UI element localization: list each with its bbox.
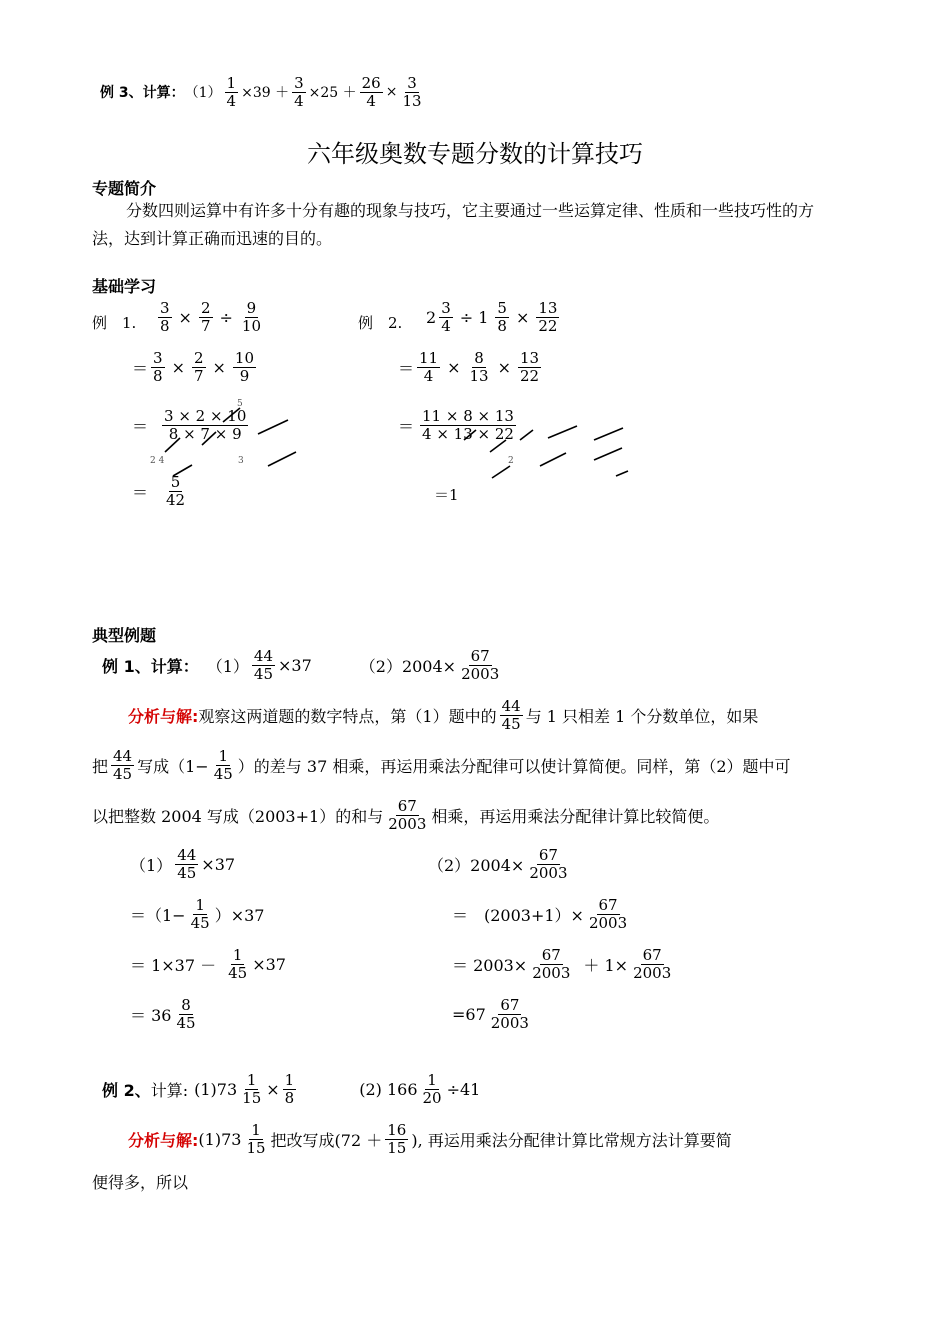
basic-ex1-line2: ＝ $\frac{3}{8}$ × $\frac{2}{7}$ × $\frac{10}{9}$ <box>132 349 255 385</box>
basic-ex2-line3: ＝ $\frac{11 \times 8 \times 13}{4 \times 13 \times 22}$ <box>398 407 514 443</box>
solution-2-step2: ＝ (2003+1）× $\frac{67}{2003}$ <box>452 896 628 932</box>
typical-ex2-analysis-line1: 分析与解: (1)73 $\frac{1}{15}$ 把改写成(72 ＋ $\frac{16}{15}$ ), 再运用乘法分配律计算比常规方法计算要简 <box>128 1121 732 1157</box>
analysis-label: 分析与解: <box>128 1130 199 1150</box>
cancel-note: 2 <box>508 456 514 466</box>
typical-ex2-analysis-line2: 便得多，所以 <box>92 1173 189 1192</box>
basic-ex2-label: 例 2. <box>358 314 403 332</box>
solution-1-step2: ＝（1− $\frac{1}{45}$ ）×37 <box>130 896 265 932</box>
basic-ex2-line1: 2 $\frac{3}{4}$ ÷ 1 $\frac{5}{8}$ × $\frac{13}{22}$ <box>426 299 558 335</box>
typical-ex1-analysis-line1: 分析与解: 观察这两道题的数字特点，第（1）题中的 $\frac{44}{45}$ 与 1 只相差 1 个分数单位，如果 <box>128 697 759 733</box>
typical-ex1-analysis-line3: 以把整数 2004 写成（2003+1）的和与 $\frac{67}{2003}$ 相乘，再运用乘法分配律计算比较简便。 <box>92 797 720 833</box>
fraction: $\frac{3}{13}$ <box>402 74 422 110</box>
basic-ex1-label: 例 1. <box>92 314 137 332</box>
solution-2-step3: ＝ 2003× $\frac{67}{2003}$ ＋ 1× $\frac{67}{2003}$ <box>452 946 672 982</box>
cancel-note: 5 <box>237 399 243 409</box>
intro-paragraph: 分数四则运算中有许多十分有趣的现象与技巧，它主要通过一些运算定律、性质和一些技巧性的方法，达到计算正确而迅速的目的。 <box>92 201 815 248</box>
cancel-note: 2 4 <box>150 456 165 466</box>
basic-ex2-line2: ＝ $\frac{11}{4}$ × $\frac{8}{13}$ × $\frac{13}{22}$ <box>398 349 540 385</box>
solution-2-step1: （2）2004× $\frac{67}{2003}$ <box>428 846 568 882</box>
basic-ex2-line4: ＝1 <box>434 486 459 504</box>
intro-heading: 专题简介 <box>92 179 157 198</box>
fraction: $\frac{26}{4}$ <box>361 74 381 110</box>
fraction: $\frac{3}{4}$ <box>294 74 304 110</box>
basic-ex1-line1: $\frac{3}{8}$ × $\frac{2}{7}$ ÷ $\frac{9}{10}$ <box>160 299 261 335</box>
analysis-label: 分析与解: <box>128 706 199 726</box>
page-title: 六年级奥数专题分数的计算技巧 <box>307 140 643 168</box>
basic-ex1-line3: ＝ $\frac{3 \times 2 \times 10}{8 \times 7 \times 9}$ <box>132 407 247 443</box>
typical-ex1-analysis-line2: 把 $\frac{44}{45}$ 写成（1− $\frac{1}{45}$ ）的差与 37 相乘，再运用乘法分配律可以使计算简便。同样，第（2）题中可 <box>92 747 791 783</box>
solution-1-step3: ＝ 1×37 － $\frac{1}{45}$ ×37 <box>130 946 286 982</box>
typical-ex2-line: 例 2、 计算: (1)73 $\frac{1}{15}$ × $\frac{1}{8}$ (2) 166 $\frac{1}{20}$ ÷41 <box>102 1071 481 1107</box>
solution-2-step4: =67 $\frac{67}{2003}$ <box>452 996 529 1032</box>
fraction: $\frac{1}{4}$ <box>226 74 237 110</box>
top-example-label: 例 3、计算： <box>100 85 185 102</box>
basic-ex1-line4: ＝ $\frac{5}{42}$ <box>132 473 186 509</box>
typical-heading: 典型例题 <box>92 626 157 645</box>
cancel-note: 3 <box>238 456 244 466</box>
typical-ex1-line: 例 1、计算： （1） $\frac{44}{45}$ ×37 （2）2004× $\frac{67}{2003}$ <box>102 647 500 683</box>
top-example-line: 例 3、计算： （1） $\frac{1}{4}$ ×39 ＋ $\frac{3}{4}$ ×25 ＋ $\frac{26}{4}$ × $\frac{3}{13}$ <box>100 74 422 110</box>
solution-1-step4: ＝ 36 $\frac{8}{45}$ <box>130 996 196 1032</box>
basic-heading: 基础学习 <box>92 277 157 296</box>
cancel-strokes <box>0 0 950 520</box>
solution-1-step1: （1） $\frac{44}{45}$ ×37 <box>130 846 236 882</box>
